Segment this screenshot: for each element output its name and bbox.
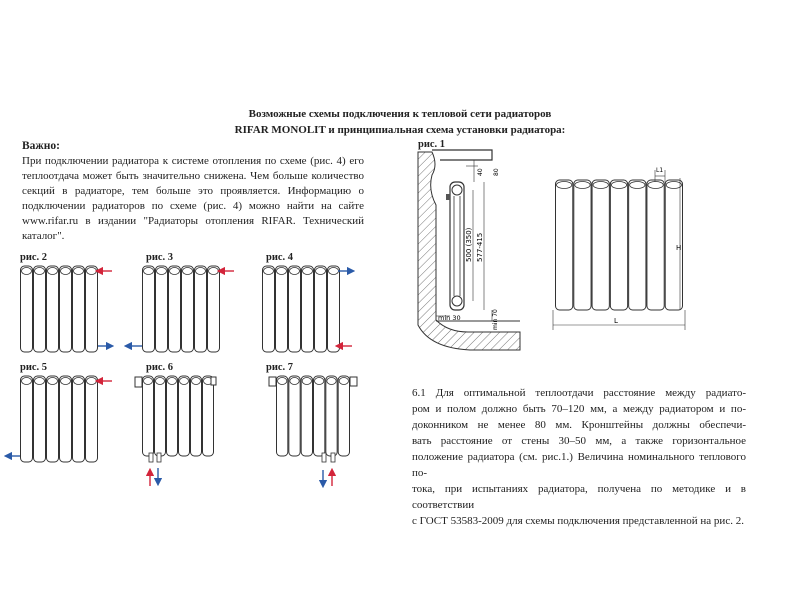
radiator-section: [182, 266, 194, 352]
fig-1-label: рис. 1: [418, 139, 446, 150]
radiator-section: [315, 266, 327, 352]
radiator-section: [73, 376, 85, 462]
radiator-section: [326, 376, 337, 456]
radiator-section: [21, 376, 33, 462]
radiator-section: [263, 266, 275, 352]
fig-2-arrows: [98, 271, 112, 346]
radiator-section: [47, 376, 59, 462]
radiator-fig-2: [21, 266, 98, 352]
important-line: теплоотдача может быть значительно снижена. Чем больше количество: [22, 170, 364, 182]
radiator-section: [277, 376, 288, 456]
radiator-section: [610, 180, 627, 310]
radiator-section: [73, 266, 85, 352]
page-title-line-1: Возможные схемы подключения к тепловой сети радиаторов: [248, 108, 552, 120]
radiator-section: [34, 376, 46, 462]
radiator-section: [47, 266, 59, 352]
radiator-section: [195, 266, 207, 352]
radiator-section: [86, 266, 98, 352]
fig-4-label: рис. 4: [266, 252, 294, 263]
fig-5-label: рис. 5: [20, 362, 48, 373]
fig-4-arrows: [338, 271, 352, 346]
fig-3-label: рис. 3: [146, 252, 174, 263]
dim-min-70: min 70: [492, 309, 499, 330]
radiator-section: [60, 266, 72, 352]
radiator-front-view: [556, 180, 683, 310]
section-6-1-line: доконником не менее 80 мм. Кронштейны должны обеспечи-: [412, 419, 746, 431]
radiator-section: [203, 376, 214, 456]
radiator-section: [302, 266, 314, 352]
radiator-section: [155, 376, 166, 456]
radiator-section: [574, 180, 591, 310]
radiator-section: [289, 266, 301, 352]
important-line: каталог".: [22, 230, 65, 242]
radiator-section: [276, 266, 288, 352]
radiator-section: [647, 180, 664, 310]
important-line: секций в радиаторе, тем больше это проявляется. Информацию о: [22, 185, 364, 197]
fig-6-label: рис. 6: [146, 362, 174, 373]
section-6-1-line: вать расстояние от стены 30–50 мм, а также горизонтальное: [412, 435, 746, 447]
radiator-section: [592, 180, 609, 310]
radiator-section: [60, 376, 72, 462]
section-6-1-line: 6.1 Для оптимальной теплоотдачи расстояние между радиато-: [412, 387, 746, 399]
radiator-section: [156, 266, 168, 352]
radiator-section: [556, 180, 573, 310]
radiator-section: [21, 266, 33, 352]
section-6-1-line: положение радиатора (см. рис.1.) Величина номинального теплового по-: [412, 451, 746, 479]
radiator-fig-7: [277, 376, 350, 456]
dim-80: 80: [493, 168, 500, 176]
important-line: подключении радиаторов по схеме (рис. 4) можно найти на сайте: [22, 200, 364, 212]
window-sill: [432, 150, 492, 160]
radiator-section: [289, 376, 300, 456]
radiator-side-profile: [450, 182, 464, 310]
radiator-section: [314, 376, 325, 456]
bottom-collector: [452, 296, 462, 306]
dim-L: L: [614, 317, 618, 325]
important-line: www.rifar.ru в издании "Радиаторы отопления RIFAR. Технический: [22, 215, 364, 227]
fig-7-label: рис. 7: [266, 362, 294, 373]
radiator-section: [629, 180, 646, 310]
dim-577-415: 577-415: [476, 232, 484, 262]
section-6-1-paragraph: [412, 385, 746, 529]
section-6-1-line: ром и полом должно быть 70–120 мм, а между радиатором и по-: [412, 403, 746, 415]
radiator-section: [167, 376, 178, 456]
radiator-fig-6: [143, 376, 214, 456]
top-collector: [452, 185, 462, 195]
radiator-fig-5: [21, 376, 98, 462]
fig-1-section-diagram: [418, 150, 520, 350]
radiator-section: [338, 376, 349, 456]
dim-min-30: min 30: [438, 314, 461, 322]
important-heading: Важно:: [22, 140, 60, 152]
radiator-section: [208, 266, 220, 352]
dim-L1: L1: [656, 167, 664, 174]
radiator-section: [34, 266, 46, 352]
radiator-section: [328, 266, 340, 352]
radiator-fig-3: [143, 266, 220, 352]
radiator-section: [143, 376, 154, 456]
radiator-fig-4: [263, 266, 340, 352]
section-6-1-line: с ГОСТ 53583-2009 для схемы подключения представленной на рис. 2.: [412, 515, 744, 527]
radiator-section: [179, 376, 190, 456]
dim-40: 40: [477, 168, 484, 176]
section-6-1-line: тока, при испытаниях радиатора, получена по методике и в соответствии: [412, 483, 746, 511]
page-title-line-2: RIFAR MONOLIT и принципиальная схема установки радиатора:: [234, 124, 566, 136]
dim-H: H: [676, 244, 682, 252]
radiator-section: [86, 376, 98, 462]
fig-2-label: рис. 2: [20, 252, 48, 263]
radiator-section: [143, 266, 155, 352]
radiator-section: [301, 376, 312, 456]
dim-500-350: 500 (350): [465, 227, 473, 262]
radiator-section: [169, 266, 181, 352]
bracket: [446, 194, 450, 200]
important-line: При подключении радиатора к системе отопления по схеме (рис. 4) его: [22, 155, 364, 167]
radiator-section: [191, 376, 202, 456]
